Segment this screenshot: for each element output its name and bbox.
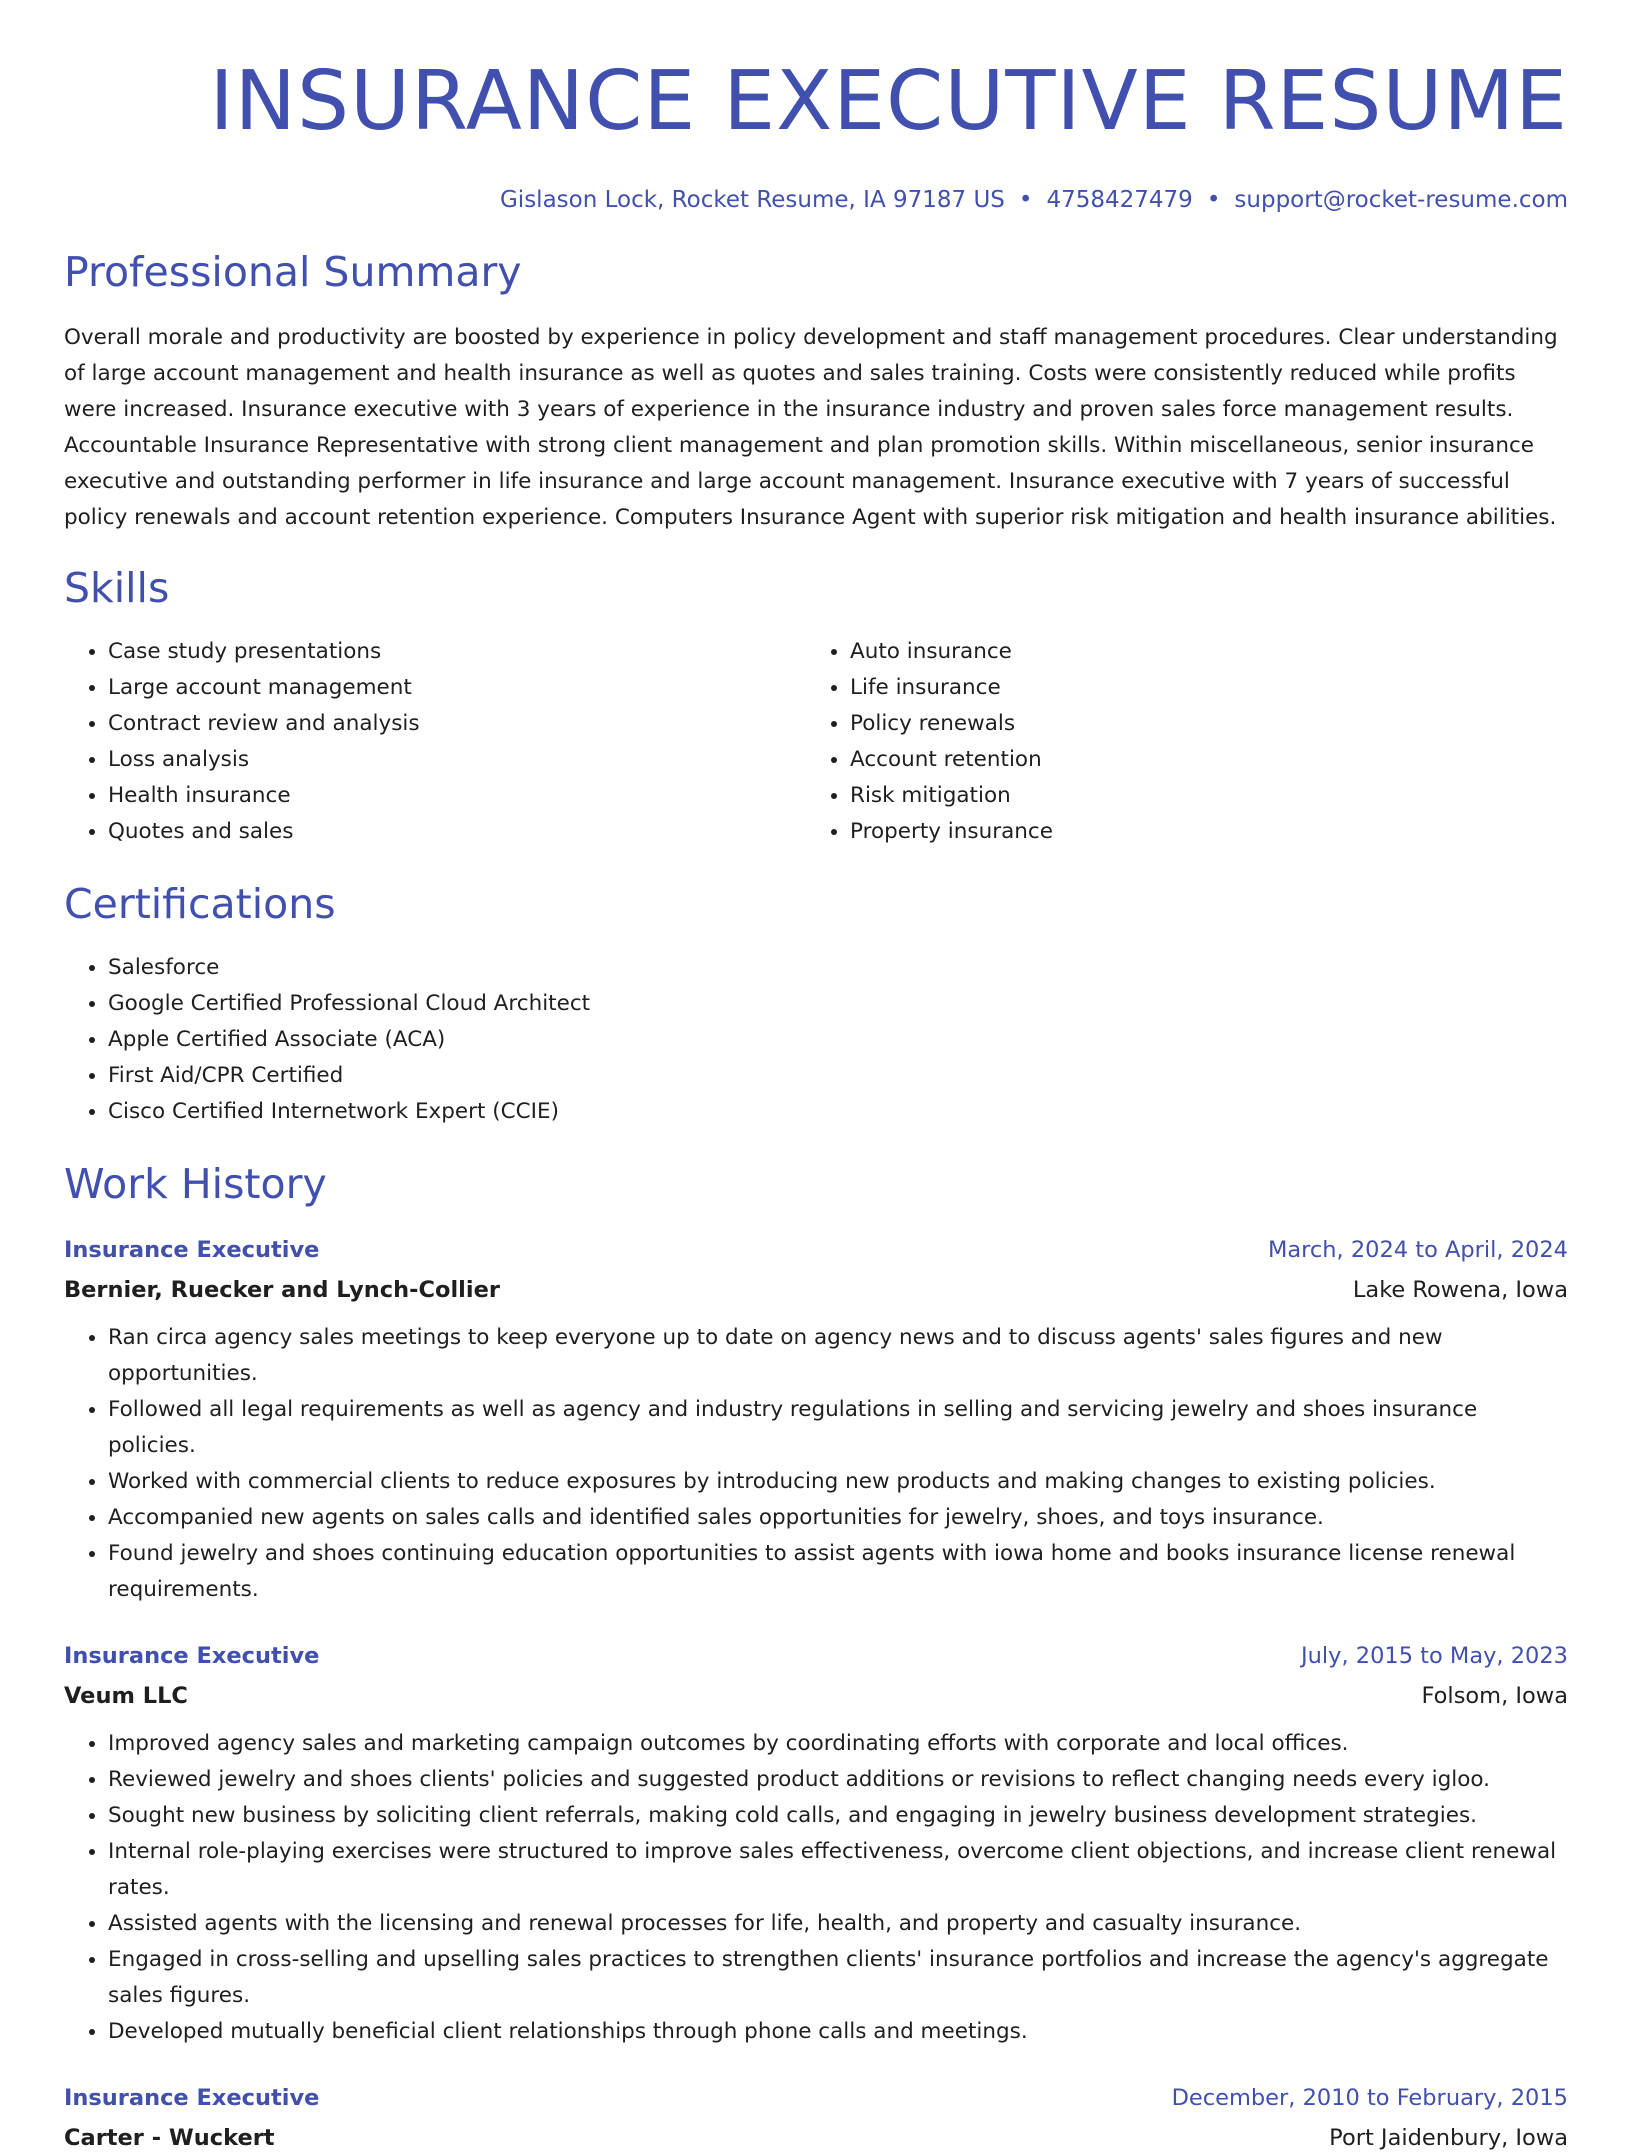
certification-item: • Apple Certified Associate (ACA): [108, 1022, 1568, 1058]
job-bullet: • Sought new business by soliciting client referrals, making cold calls, and engaging in jewelry business development strategies.: [108, 1798, 1568, 1834]
job-bullet: • Reviewed jewelry and shoes clients' policies and suggested product additions or revisions to reflect changing needs every igloo.: [108, 1762, 1568, 1798]
job-dates: March, 2024 to April, 2024: [1267, 1237, 1568, 1263]
contact-email: support@rocket-resume.com: [1234, 187, 1568, 213]
job-bullet: • Improved agency sales and marketing campaign outcomes by coordinating efforts with corporate and local offices.: [108, 1726, 1568, 1762]
skills-list-right: [806, 634, 1548, 850]
skill-item: • Account retention: [850, 742, 1548, 778]
job-location: Port Jaidenbury, Iowa: [1329, 2125, 1568, 2151]
skills-column-right: [806, 634, 1548, 850]
job-title: Insurance Executive: [64, 2085, 320, 2111]
resume-page: [64, 0, 1568, 2151]
certifications-heading: Certifications: [64, 880, 336, 928]
resume-title: INSURANCE EXECUTIVE RESUME: [209, 54, 1568, 149]
certification-item: • Salesforce: [108, 950, 1568, 986]
job-bullet: • Internal role-playing exercises were structured to improve sales effectiveness, overcome client objections, and increase client renewal rates.: [108, 1834, 1568, 1906]
summary-text: Overall morale and productivity are boosted by experience in policy development and staff management procedures. Clear understanding of large account management and health insurance as well as quotes and sales training. Costs were consistently reduced while profits were increased. Insurance executive with 3 years of experience in the insurance industry and proven sales force management results. Accountable Insurance Representative with strong client management and plan promotion skills. Within miscellaneous, senior insurance executive and outstanding performer in life insurance and large account management. Insurance executive with 7 years of successful policy renewals and account retention experience. Computers Insurance Agent with superior risk mitigation and health insurance abilities.: [64, 325, 1558, 530]
skill-item: • Quotes and sales: [108, 814, 806, 850]
job-bullet: • Followed all legal requirements as well as agency and industry regulations in selling and servicing jewelry and shoes insurance policies.: [108, 1392, 1568, 1464]
job-employer-row: [64, 1266, 1568, 1306]
job-bullets: [64, 1726, 1568, 2050]
job-bullet: • Accompanied new agents on sales calls and identified sales opportunities for jewelry, shoes, and toys insurance.: [108, 1500, 1568, 1536]
skills-heading: Skills: [64, 564, 170, 612]
skill-item: • Risk mitigation: [850, 778, 1548, 814]
skill-item: • Case study presentations: [108, 634, 806, 670]
job-bullet: • Developed mutually beneficial client relationships through phone calls and meetings.: [108, 2014, 1568, 2050]
skill-item: • Auto insurance: [850, 634, 1548, 670]
job-bullet: • Engaged in cross-selling and upselling sales practices to strengthen clients' insurance portfolios and increase the agency's aggregate sales figures.: [108, 1942, 1568, 2014]
certifications-list: [64, 950, 1568, 1130]
job-location: Lake Rowena, Iowa: [1352, 1277, 1568, 1303]
job-bullet: • Worked with commercial clients to reduce exposures by introducing new products and making changes to existing policies.: [108, 1464, 1568, 1500]
job-entry: [64, 1640, 1568, 2050]
skill-item: • Health insurance: [108, 778, 806, 814]
skill-item: • Policy renewals: [850, 706, 1548, 742]
job-employer-row: [64, 2114, 1568, 2154]
skills-list-left: [64, 634, 806, 850]
skills-column-left: [64, 634, 806, 850]
job-company: Carter - Wuckert: [64, 2125, 275, 2151]
job-title: Insurance Executive: [64, 1237, 320, 1263]
job-title: Insurance Executive: [64, 1643, 320, 1669]
summary-heading: Professional Summary: [64, 248, 522, 296]
contact-phone: 4758427479: [1046, 187, 1193, 213]
job-location: Folsom, Iowa: [1421, 1683, 1568, 1709]
contact-address: Gislason Lock, Rocket Resume, IA 97187 US: [499, 187, 1005, 213]
job-entry: [64, 2082, 1568, 2154]
job-bullet: • Ran circa agency sales meetings to keep everyone up to date on agency news and to discuss agents' sales figures and new opportunities.: [108, 1320, 1568, 1392]
job-header-row: [64, 1234, 1568, 1266]
job-bullet: • Assisted agents with the licensing and renewal processes for life, health, and property and casualty insurance.: [108, 1906, 1568, 1942]
job-header-row: [64, 2082, 1568, 2114]
job-company: Bernier, Ruecker and Lynch-Collier: [64, 1277, 500, 1303]
certification-item: • Google Certified Professional Cloud Architect: [108, 986, 1568, 1022]
contact-separator: •: [1206, 187, 1221, 213]
certification-item: • First Aid/CPR Certified: [108, 1058, 1568, 1094]
work-history-heading: Work History: [64, 1160, 327, 1208]
contact-separator: •: [1018, 187, 1033, 213]
skill-item: • Property insurance: [850, 814, 1548, 850]
job-dates: July, 2015 to May, 2023: [1300, 1643, 1568, 1669]
contact-line: [64, 184, 1568, 216]
skill-item: • Contract review and analysis: [108, 706, 806, 742]
job-dates: December, 2010 to February, 2015: [1171, 2085, 1568, 2111]
job-bullet: • Found jewelry and shoes continuing education opportunities to assist agents with iowa home and books insurance license renewal requirements.: [108, 1536, 1568, 1608]
certification-item: • Cisco Certified Internetwork Expert (CCIE): [108, 1094, 1568, 1130]
job-employer-row: [64, 1672, 1568, 1712]
job-company: Veum LLC: [64, 1683, 188, 1709]
job-bullets: [64, 1320, 1568, 1608]
job-entry: [64, 1234, 1568, 1608]
job-header-row: [64, 1640, 1568, 1672]
skill-item: • Life insurance: [850, 670, 1548, 706]
skills-columns: [64, 634, 1568, 850]
skill-item: • Large account management: [108, 670, 806, 706]
skill-item: • Loss analysis: [108, 742, 806, 778]
